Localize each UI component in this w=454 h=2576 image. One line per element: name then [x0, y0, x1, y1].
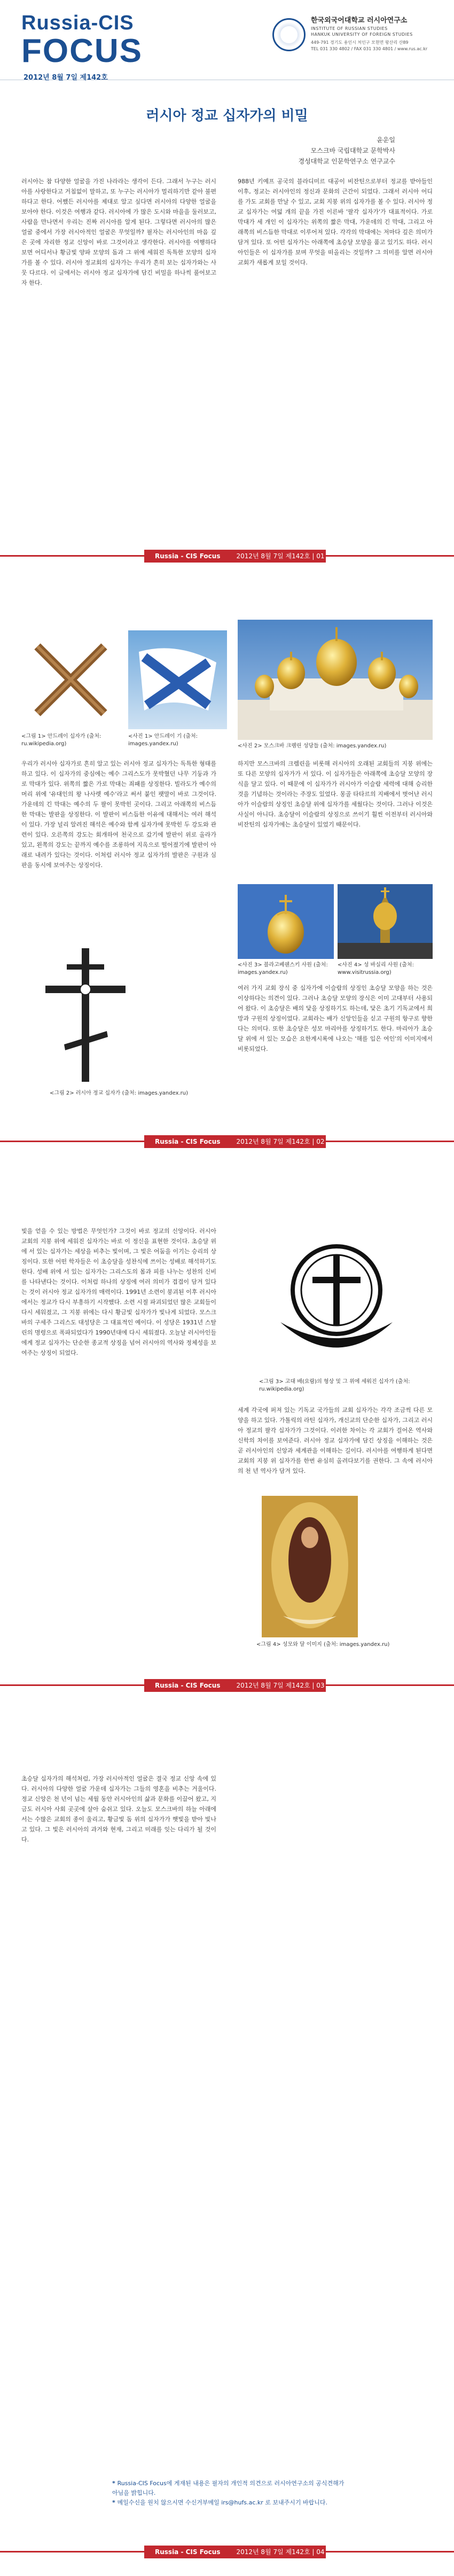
footer-bar-1	[0, 547, 454, 565]
caption-8: <그림 4> 성모와 달 이미지 (출처: images.yandex.ru)	[256, 1642, 390, 1648]
page4-left-column: 초승달 십자가의 해석처럼, 가장 러시아적인 얼굴은 결국 정교 신앙 속에 있다. 러시아의 다양한 얼굴 가운데 십자가는 그들의 영혼을 비추는 거울이다. 정교 신앙은 천 년이 넘는 세월 동안 러시아인의 삶과 문화를 이끌어 왔고, 지금도 러시아 사회 곳곳에 살아 숨쉬고 있다. 오늘도 모스크바의 하늘 아래에서는 수많은 교회의 종이 울리고, 황금빛 돔 위의 십자가가 햇빛을 받아 빛나고 있다. 그 빛은 러시아의 과거와 현재, 그리고 미래를 잇는 다리가 될 것이다.	[21, 1775, 216, 1843]
caption-4: <사진 3> 블라고베쉔스키 사원 (출처: images.yandex.ru)	[238, 962, 328, 975]
author-block	[298, 135, 395, 167]
footer-label: Russia - CIS Focus	[155, 552, 221, 560]
page3-left-column: 빛을 얻을 수 있는 방법은 무엇인가? 그것이 바로 정교의 신앙이다. 러시아 교회의 지붕 위에 세워진 십자가는 바로 이 정신을 표현한 것이다. 초승달 위에 서 있는 십자가는 세상을 비추는 빛이며, 그 빛은 어둠을 이기는 승리의 상징이다. 또한 어떤 학자들은 이 초승달을 성찬식에 쓰이는 성배로 해석하기도 한다. 성배 위에 서 있는 십자가는 그리스도의 몸과 피를 나누는 성찬의 신비를 나타낸다는 것이다. 이처럼 하나의 상징에 여러 의미가 겹겹이 담겨 있다는 것이 러시아 정교 십자가의 매력이다. 1991년 소련이 붕괴된 이후 러시아에서는 정교가 다시 부흥하기 시작했다. 소련 시절 파괴되었던 많은 교회들이 다시 세워졌고, 그 지붕 위에는 다시 황금빛 십자가가 빛나게 되었다. 모스크바의 구세주 그리스도 대성당은 그 대표적인 예이다. 이 성당은 1931년 스탈린의 명령으로 폭파되었다가 1990년대에 다시 세워졌다. 오늘날 러시아인들에게 정교 십자가는 단순한 종교적 상징을 넘어 러시아의 역사와 정체성을 보여주는 상징이 되었다.	[21, 1228, 216, 1356]
author-affiliation-1: 모스크바 국립대학교 문학박사	[310, 147, 395, 154]
institute-tel: TEL 031 330 4802 / FAX 031 330 4801 / www.rus.ac.kr	[311, 46, 428, 51]
disclaimer-notes: * Russia-CIS Focus에 게재된 내용은 필자의 개인적 의견으로 러시아연구소의 공식견해가 아님을 밝힙니다. * 메일수신을 원치 않으시면 수신거부메일 irs@hufs.ac.kr 로 보내주시기 바랍니다.	[112, 2480, 345, 2506]
virgin-and-moon-icon-image	[262, 1496, 358, 1637]
caption-2: <사진 1> 안드레이 기 (출처: images.yandex.ru)	[128, 733, 198, 747]
footer-bar-2	[0, 1133, 454, 1151]
institute-name-ko: 한국외국어대학교 러시아연구소	[311, 17, 408, 25]
andrew-cross-figure	[21, 630, 120, 729]
andrew-flag-photo	[128, 630, 227, 729]
footer-page-4: 2012년 8월 7일 제142호 | 04	[236, 2548, 325, 2556]
footer-page-2: 2012년 8월 7일 제142호 | 02	[236, 1138, 325, 1145]
caption-5: <사진 4> 성 바실리 사원 (출처: www.visitrussia.org)	[338, 962, 414, 975]
blagoveshchensky-cathedral-photo	[238, 884, 334, 959]
article-title: 러시아 정교 십자가의 비밀	[146, 108, 308, 124]
page2-right-column-2: 여러 가지 교회 장식 중 십자가에 이슬람의 상징인 초승달 모양을 하는 것은 이상하다는 의견이 있다. 그러나 초승달 모양의 장식은 이미 고대부터 사용되어 왔다. 이 초승달은 배의 닻을 상징하기도 하는데, 닻은 초기 기독교에서 희망과 구원의 상징이었다. 교회라는 배가 신앙인들을 싣고 구원의 항구로 향한다는 의미다. 또한 초승달은 성모 마리아를 상징하기도 한다. 마리아가 초승달 위에 서 있는 모습은 요한계시록에 나오는 '해를 입은 여인'의 이미지에서 비롯되었다.	[238, 985, 433, 1052]
caption-1: <그림 1> 안드레이 십자가 (출처: ru.wikipedia.org)	[21, 733, 101, 747]
page1-right-column: 988년 키예프 공국의 블라디미르 대공이 비잔틴으로부터 정교를 받아들인 이후, 정교는 러시아인의 정신과 문화의 근간이 되었다. 그래서 러시아 어디를 가도 교회를 만날 수 있고, 교회 지붕 위의 십자가를 볼 수 있다. 러시아 정교 십자가는 여덟 개의 끝을 가진 이른바 '팔각 십자가'가 대표적이다. 가로 막대가 세 개인 이 십자가는 위쪽의 짧은 막대, 가운데의 긴 막대, 그리고 아래쪽의 비스듬한 막대로 이루어져 있다. 각각의 막대에는 저마다 깊은 의미가 담겨 있다. 또 어떤 십자가는 아래쪽에 초승달 모양을 품고 있기도 하다. 러시아인들은 이 십자가를 보며 무엇을 떠올리는 것일까? 그 의미를 알면 러시아 교회가 새롭게 보일 것이다.	[238, 178, 433, 266]
page1-left-column: 러시아는 참 다양한 얼굴을 가진 나라라는 생각이 든다. 그래서 누구는 러시아를 사랑한다고 거침없이 말하고, 또 누구는 러시아가 멀리하기만 같아 불편하다고 한다. 어쨌든 러시아를 제대로 알고 싶다면 러시아의 다양한 얼굴을 보아야 한다. 이것은 여행과 같다. 러시아에 가 많은 도시와 마을을 둘러보고, 사람을 만나면서 우리는 진짜 러시아를 알게 된다. 그렇다면 러시아의 많은 얼굴 중에서 가장 러시아적인 얼굴은 무엇일까? 필자는 러시아인의 마음 깊은 곳에 자리한 정교 신앙이 바로 그것이라고 생각한다. 러시아를 여행하다 보면 어디서나 황금빛 양파 모양의 돔과 그 위에 세워진 독특한 모양의 십자가를 볼 수 있다. 러시아 정교회의 십자가는 우리가 흔히 보는 십자가와는 사뭇 다르다. 이 글에서는 러시아 정교 십자가에 담긴 비밀을 하나씩 풀어보고자 한다.	[21, 178, 216, 286]
unsubscribe-line[interactable]: 메일수신을 원치 않으시면 수신거부메일 irs@hufs.ac.kr 로 보내주시기 바랍니다.	[117, 2499, 327, 2506]
crescent-cross-symbol-figure	[259, 1218, 414, 1376]
disclaimer-line-1: Russia-CIS Focus에 게재된 내용은 필자의 개인적 의견으로 러시아연구소의 공식견해가 아님을 밝힙니다.	[112, 2480, 345, 2496]
footer-bar-4	[0, 2543, 454, 2561]
footer-label: Russia - CIS Focus	[155, 1138, 221, 1145]
footer-page-3: 2012년 8월 7일 제142호 | 03	[236, 1682, 325, 1689]
masthead-main: FOCUS	[21, 33, 143, 69]
footer-label: Russia - CIS Focus	[155, 2548, 221, 2556]
page2-right-column: 하지만 모스크바의 크렘린을 비롯해 러시아의 오래된 교회들의 지붕 위에는 또 다른 모양의 십자가가 서 있다. 이 십자가들은 아래쪽에 초승달 모양의 장식을 달고 있다. 이 때문에 이 십자가가 러시아가 이슬람 세력에 대해 승리한 것을 기념하는 것이라는 주장도 있었다. 몽골 타타르의 지배에서 벗어난 러시아가 이슬람의 상징인 초승달 위에 십자가를 세웠다는 것이다. 그러나 이것은 사실이 아니다. 초승달이 이슬람의 상징으로 쓰이기 훨씬 이전부터 러시아와 비잔틴의 십자가에는 초승달이 있었기 때문이다.	[238, 760, 433, 828]
author-name: 윤운일	[377, 136, 395, 144]
institute-name-en-1: INSTITUTE OF RUSSIAN STUDIES	[311, 26, 388, 31]
author-affiliation-2: 경성대학교 인문학연구소 연구교수	[298, 158, 395, 165]
st-basil-cathedral-photo	[338, 884, 433, 959]
masthead	[21, 12, 214, 82]
issue-date: 2012년 8월 7일 제142호	[24, 74, 108, 82]
footer-bar-3	[0, 1676, 454, 1695]
caption-6: <그림 2> 러시아 정교 십자가 (출처: images.yandex.ru)	[49, 1090, 189, 1096]
footer-label: Russia - CIS Focus	[155, 1682, 221, 1689]
caption-7: <그림 3> 고대 배(요람)의 형상 및 그 위에 세워진 십자가 (출처: ru.wikipedia.org)	[259, 1379, 410, 1392]
university-seal-icon	[272, 18, 306, 51]
institute-text	[311, 16, 444, 52]
caption-3: <사진 2> 모스크바 크렘린 성당들 (출처: images.yandex.ru)	[238, 743, 387, 749]
footer-page-1: 2012년 8월 7일 제142호 | 01	[236, 552, 325, 560]
institute-name-en-2: HANKUK UNIVERSITY OF FOREIGN STUDIES	[311, 32, 413, 37]
kremlin-cathedrals-photo	[238, 620, 433, 740]
masthead-top: Russia-CIS	[21, 12, 134, 34]
header	[0, 0, 454, 80]
institute-address: 449-791 경기도 용인시 처인구 모현면 왕산리 산89	[311, 40, 409, 45]
page2-left-column: 우리가 러시아 십자가로 흔히 알고 있는 러시아 정교 십자가는 독특한 형태를 하고 있다. 이 십자가의 중심에는 예수 그리스도가 못박혔던 나무 기둥과 가로 막대가 있다. 위쪽의 짧은 가로 막대는 죄패를 상징한다. 빌라도가 예수의 머리 위에 '유대인의 왕 나사렛 예수'라고 써서 붙인 팻말이 바로 그것이다. 가운데의 긴 막대는 예수의 두 팔이 못박힌 곳이다. 그리고 아래쪽의 비스듬한 막대는 발판을 상징한다. 이 발판이 비스듬한 이유에 대해서는 여러 해석이 있다. 가장 널리 알려진 해석은 예수와 함께 십자가에 못박힌 두 강도와 관련이 있다. 오른쪽의 강도는 회개하여 천국으로 갔기에 발판이 위로 올라가 있고, 왼쪽의 강도는 끝까지 예수를 조롱하여 지옥으로 떨어졌기에 발판이 아래로 내려가 있다는 것이다. 이처럼 러시아 정교 십자가의 발판은 구원과 심판을 동시에 보여주는 상징이다.	[21, 760, 216, 869]
page3-right-column: 세계 각국에 퍼져 있는 기독교 국가들의 교회 십자가는 각각 조금씩 다른 모양을 하고 있다. 가톨릭의 라틴 십자가, 개신교의 단순한 십자가, 그리고 러시아 정교의 팔각 십자가가 그것이다. 이러한 차이는 각 교회가 걸어온 역사와 신학의 차이를 보여준다. 러시아 정교 십자가에 담긴 상징을 이해하는 것은 곧 러시아인의 신앙과 세계관을 이해하는 길이다. 러시아를 여행하게 된다면 교회의 지붕 위 십자가를 한번 유심히 올려다보기를 권한다. 그 속에 러시아의 천 년 역사가 담겨 있다.	[238, 1407, 433, 1474]
orthodox-cross-figure	[32, 943, 139, 1087]
